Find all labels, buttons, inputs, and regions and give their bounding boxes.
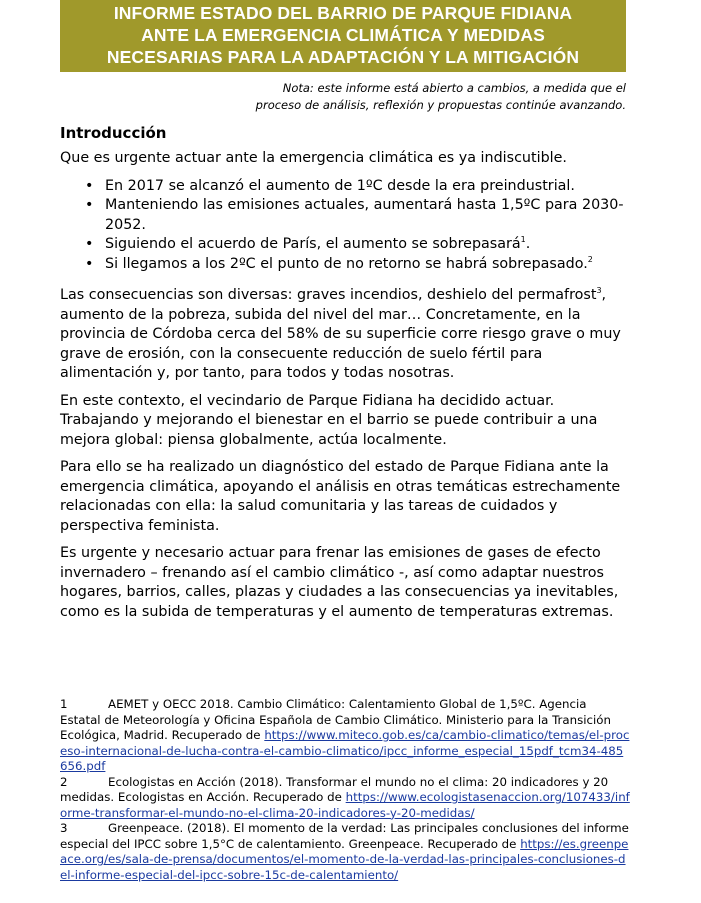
footnote-ref-3[interactable]: 3 (596, 286, 602, 296)
intro-paragraph: Que es urgente actuar ante la emergencia climática es ya indiscutible. (60, 150, 567, 166)
footnote-ref-1[interactable]: 1 (520, 235, 526, 245)
list-item: • En 2017 se alcanzó el aumento de 1ºC desde la era preindustrial. (105, 177, 630, 197)
footnote-3: 3 Greenpeace. (2018). El momento de la verdad: Las principales conclusiones del informe especial del IPCC sobre 1,5°C de calentamiento. Greenpeace. Recuperado de https://es.greenpeace.org/es/sala-de-prensa/documentos/el-momento-de-la-verdad-las-principales-conclusiones-del-informe-especial-del-ipcc-sobre-15c-de-calentamiento/ (60, 821, 629, 882)
section-heading: Introducción (60, 124, 167, 142)
footnote-1-link[interactable]: https://www.miteco.gob.es/ca/cambio-climatico/temas/el-proceso-internacional-de-lucha-contra-el-cambio-climatico/ipcc_informe_especial_15pdf_tcm34-485656.pdf (60, 728, 630, 773)
note-line-1: Nota: este informe está abierto a cambios, a medida que el (282, 81, 626, 95)
list-item: • Manteniendo las emisiones actuales, aumentará hasta 1,5ºC para 2030-2052. (105, 196, 630, 235)
document-body (60, 149, 630, 630)
bullet-list (60, 177, 630, 275)
list-item: • Siguiendo el acuerdo de París, el aumento se sobrepasará$^1$. (105, 235, 630, 255)
title-line-3: NECESARIAS PARA LA ADAPTACIÓN Y LA MITIGACIÓN (106, 47, 580, 67)
paragraph-diagnosis: Para ello se ha realizado un diagnóstico del estado de Parque Fidiana ante la emergencia climática, apoyando el análisis en otras temáticas estrechamente relacionadas con ella: la salud comunitaria y las tareas de cuidados y perspectiva feminista. (60, 459, 621, 534)
footnote-1: 1 AEMET y OECC 2018. Cambio Climático: Calentamiento Global de 1,5ºC. Agencia Estatal de Meteorología y Oficina Española de Cambio Climático. Ministerio para la Transición Ecológica, Madrid. Recuperado de https://www.miteco.gob.es/ca/cambio-climatico/temas/el-proceso-internacional-de-lucha-contra-el-cambio-climatico/ipcc_informe_especial_15pdf_tcm34-485656.pdf (60, 697, 630, 773)
paragraph-consequences: Las consecuencias son diversas: graves incendios, deshielo del permafrost$^3$, aumento de la pobreza, subida del nivel del mar… Concretamente, en la provincia de Córdoba cerca del 58% de su superficie corre riesgo grave o muy grave de erosión, con la consecuente reducción de suelo fértil para alimentación y, por tanto, para todos y todas nosotras. (60, 286, 621, 381)
paragraph-context: En este contexto, el vecindario de Parque Fidiana ha decidido actuar. Trabajando y mejorando el bienestar en el barrio se puede contribuir a una mejora global: piensa globalmente, actúa localmente. (60, 392, 598, 448)
paragraph-urgency: Es urgente y necesario actuar para frenar las emisiones de gases de efecto invernadero – frenando así el cambio climático -, así como adaptar nuestros hogares, barrios, calles, plazas y ciudades a las consecuencias ya inevitables, como es la subida de temperaturas y el aumento de temperaturas extremas. (60, 545, 619, 620)
footnote-2-link[interactable]: https://www.ecologistasenaccion.org/107433/informe-transformar-el-mundo-no-el-clima-20-indicadores-y-20-medidas/ (60, 790, 630, 820)
title-line-2: ANTE LA EMERGENCIA CLIMÁTICA Y MEDIDAS (141, 25, 545, 45)
footnotes-section (60, 697, 630, 883)
note-line-2: proceso de análisis, reflexión y propuestas continúe avanzando. (255, 97, 626, 112)
title-line-1: INFORME ESTADO DEL BARRIO DE PARQUE FIDIANA (113, 3, 573, 23)
footnote-3-link[interactable]: https://es.greenpeace.org/es/sala-de-prensa/documentos/el-momento-de-la-verdad-las-principales-conclusiones-del-informe-especial-del-ipcc-sobre-15c-de-calentamiento/ (60, 836, 629, 882)
footnote-2: 2 Ecologistas en Acción (2018). Transformar el mundo no el clima: 20 indicadores y 20 medidas. Ecologistas en Acción. Recuperado de https://www.ecologistasenaccion.org/107433/informe-transformar-el-mundo-no-el-clima-20-indicadores-y-20-medidas/ (60, 774, 630, 820)
list-item: • Si llegamos a los 2ºC el punto de no retorno se habrá sobrepasado.$^2$ (105, 255, 630, 275)
editorial-note (256, 80, 626, 113)
footnote-ref-2[interactable]: 2 (587, 254, 593, 264)
report-title-banner (60, 0, 626, 72)
